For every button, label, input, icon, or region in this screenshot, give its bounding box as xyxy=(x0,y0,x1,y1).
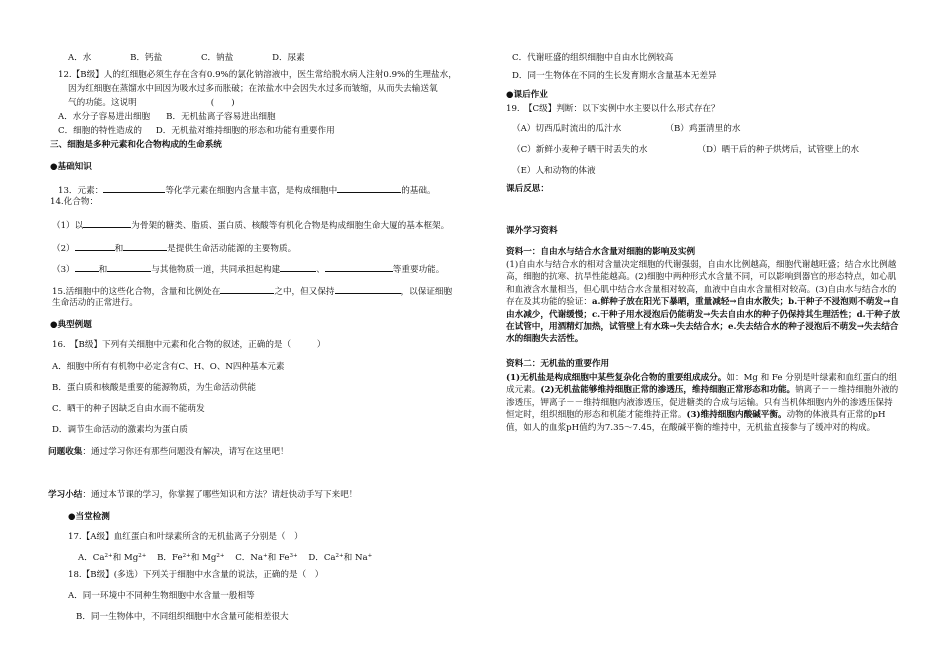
in-class-check-heading: ●当堂检测 xyxy=(68,512,110,522)
q15-line1 xyxy=(52,284,452,298)
q14-2-and: 和 xyxy=(114,244,124,254)
q14-3-blank-4[interactable] xyxy=(325,262,393,272)
material-2-body xyxy=(506,372,900,434)
q12-options-ab xyxy=(58,112,276,123)
material-1-experiments: a.鲜种子放在阳光下暴晒，重量减轻→自由水散失；b.干种子不浸泡则不萌发→自由水减少，代谢缓慢；c.干种子用水浸泡后仍能萌发→失去自由水的种子仍保持其生理活性；d.干种子放在试管中，用酒精灯加热，试管壁上有水珠→失去结合水；e.失去结合水的种子浸泡后不萌发→失去结合水的细胞失去活性。 xyxy=(506,297,900,345)
study-summary xyxy=(48,490,357,501)
q15-text-1: 15.活细胞中的这些化合物，含量和比例处在 xyxy=(52,287,221,297)
q17-stem: 17.【A级】血红蛋白和叶绿素所含的无机盐离子分别是（ ） xyxy=(68,532,303,542)
q19-option-a: （A）切西瓜时流出的瓜汁水 xyxy=(512,124,622,134)
q11-options xyxy=(68,53,305,64)
q17-option-d-1: D．Ca xyxy=(308,553,336,563)
typical-example-heading: ●典型例题 xyxy=(50,320,92,330)
q12-line3 xyxy=(68,98,235,109)
q17-options: A．$Ca^{2+}$和 $Mg^{2+}$ B．$Fe^{2+}$和 $Mg^{2+}$ C．Na+和 $Fe^{3+}$ D．$Ca^{2+}$和 Na+ xyxy=(78,553,373,563)
material-2-point-2: (2)无机盐能够维持细胞正常的渗透压，维持细胞正常形态和功能。 xyxy=(540,385,796,396)
q11-option-a: A．水 xyxy=(68,53,92,63)
q14-3-blank-1[interactable] xyxy=(75,262,99,272)
q19-options-cd xyxy=(512,145,859,156)
q14-1-text: 为骨架的糖类、脂质、蛋白质、核酸等有机化合物是构成细胞生命大厦的基本框架。 xyxy=(131,221,450,231)
q12-option-b: B．无机盐离子容易进出细胞 xyxy=(166,112,276,122)
material-2-point-1: (1)无机盐是构成细胞中某些复杂化合物的重要组成成分。 xyxy=(506,373,727,383)
q12-option-c: C．细胞的特性造成的 xyxy=(58,126,142,136)
material-2-title: 资料二：无机盐的重要作用 xyxy=(506,359,610,369)
q13-blank-1[interactable] xyxy=(103,183,165,193)
q14-3-blank-3[interactable] xyxy=(280,262,316,272)
q14-2-prefix: （2） xyxy=(52,244,75,254)
homework-heading: ●课后作业 xyxy=(506,90,548,100)
q18-option-c: C．代谢旺盛的组织细胞中自由水比例较高 xyxy=(512,53,674,63)
material-2-point-3: (3)维持细胞内酸碱平衡。 xyxy=(686,410,787,421)
q14-1 xyxy=(52,218,449,232)
q19-option-d: （D）晒干后的种子烘烤后，试管壁上的水 xyxy=(697,145,860,155)
q19-option-e: （E）人和动物的体液 xyxy=(512,166,596,176)
q14-3-text: 与其他物质一道，共同承担起构建 xyxy=(151,265,281,275)
q19-option-b: （B）鸡蛋清里的水 xyxy=(665,124,741,134)
problem-collection-text: ：通过学习你还有那些问题没有解决，请写在这里吧！ xyxy=(82,447,289,457)
problem-collection xyxy=(48,447,289,458)
q15-text-2: 之中，但又保持 xyxy=(274,287,335,297)
q11-option-b: B．钙盐 xyxy=(130,53,163,63)
q19-option-c: （C）新鲜小麦种子晒干时丢失的水 xyxy=(512,145,648,155)
material-2-text-3: 动物的体液具有正常的pH值，如人的血浆pH值约为7.35～7.45，在酸碱平衡的维持中，无机盐直接参与了缓冲对的构成。 xyxy=(506,410,886,433)
q15-blank-1[interactable] xyxy=(220,284,274,294)
study-summary-text: ：通过本节课的学习，你掌握了哪些知识和方法？请赶快动手写下来吧！ xyxy=(82,490,358,500)
basic-knowledge-heading: ●基础知识 xyxy=(50,162,92,172)
q12-paren: ( ) xyxy=(210,98,235,108)
q16-option-a: A．细胞中所有有机物中必定含有C、H、O、N四种基本元素 xyxy=(52,362,285,372)
q17-option-a-1: A．Ca xyxy=(78,553,105,563)
q15-blank-2[interactable] xyxy=(335,284,401,294)
q14-2-blank-1[interactable] xyxy=(75,241,115,251)
q14-label: 14.化合物： xyxy=(50,197,99,207)
q13-end: 的基础。 xyxy=(401,186,436,196)
q16-option-c: C．晒干的种子因缺乏自由水而不能萌发 xyxy=(52,404,205,414)
q18-option-d: D．同一生物体在不同的生长发育期水含量基本无差异 xyxy=(512,71,717,81)
q14-3-and: 和 xyxy=(98,265,108,275)
material-2-text-1: 如：Mg 和 Fe 分别是叶绿素和血红蛋白的组成元素。 xyxy=(506,373,897,396)
q17-option-b-1: B．Fe xyxy=(157,553,183,563)
q17-option-d-2: 和 Na xyxy=(343,553,368,563)
q14-1-blank[interactable] xyxy=(83,218,131,228)
q14-3-sep: 、 xyxy=(316,265,325,275)
material-1-text: (1)自由水与结合水的相对含量决定细胞的代谢强弱，自由水比例越高，细胞代谢越旺盛；结合水比例越高，细胞的抗寒、抗旱性能越高。(2)细胞中两种形式水含量不同，可以影响到器官的形态特点，如心肌和血液含水量相当，但心肌中结合水含量相对较高，血液中自由水含量相对较高。(3)自由水与结合水的存在及其功能的验证： xyxy=(506,260,897,308)
study-summary-label: 学习小结 xyxy=(48,490,83,500)
q11-option-c: C．钠盐 xyxy=(200,53,234,63)
q17-option-b-2: 和 Mg xyxy=(190,553,217,563)
q18-stem: 18.【B级】(多选）下列关于细胞中水含量的说法，正确的是（ ） xyxy=(68,570,324,580)
q12-line1: 12.【B级】人的红细胞必须生存在含有0.9%的氯化钠溶液中，医生常给脱水病人注射0.9%的生理盐水， xyxy=(58,70,457,80)
q19-options-ab xyxy=(512,124,740,135)
q18-option-b: B．同一生物体中，不同组织细胞中水含量可能相差很大 xyxy=(76,612,289,622)
q18-option-a: A．同一环境中不同种生物细胞中水含量一般相等 xyxy=(68,591,255,601)
q16-option-b: B．蛋白质和核酸是重要的能源物质，为生命活动供能 xyxy=(52,383,256,393)
q14-3 xyxy=(52,262,444,276)
after-class-reflection: 课后反思： xyxy=(506,184,549,194)
q17-option-c-2: 和 Fe xyxy=(267,553,290,563)
q11-option-d: D．尿素 xyxy=(272,53,305,63)
q14-2-blank-2[interactable] xyxy=(123,241,167,251)
q12-option-d: D．无机盐对维持细胞的形态和功能有重要作用 xyxy=(155,126,335,136)
q17-option-c-1: C．Na xyxy=(235,553,263,563)
q16-option-d: D．调节生命活动的激素均为蛋白质 xyxy=(52,425,188,435)
material-1-body xyxy=(506,259,900,346)
extra-material-title: 课外学习资料 xyxy=(506,226,558,236)
q15-line2: 生命活动的正常进行。 xyxy=(52,298,138,308)
q12-line2: 因为红细胞在蒸馏水中回因为吸水过多而胀破；在浓盐水中会因失水过多而皱缩，从而失去输送氧 xyxy=(68,84,438,94)
q16-stem: 16. 【B级】下列有关细胞中元素和化合物的叙述，正确的是（ ） xyxy=(52,340,326,350)
q14-2 xyxy=(52,241,296,255)
q12-option-a: A．水分子容易进出细胞 xyxy=(58,112,151,122)
q13-label: 13．元素： xyxy=(58,186,104,196)
q14-3-end: 等重要功能。 xyxy=(392,265,445,275)
q15-text-3: ，以保证细胞 xyxy=(400,287,453,297)
material-2-text-2: 钠离子－－维持细胞外液的渗透压，钾离子－－维持细胞内液渗透压，促进糖类的合成与运输。只有当机体细胞内外的渗透压保持恒定时，组织细胞的形态和机能才能维持正常。 xyxy=(506,385,899,421)
q14-3-blank-2[interactable] xyxy=(107,262,151,272)
section-3-heading: 三、细胞是多种元素和化合物构成的生命系统 xyxy=(50,140,222,150)
q13-blank-2[interactable] xyxy=(337,183,401,193)
q17-option-a-2: 和 Mg xyxy=(112,553,139,563)
q14-3-prefix: （3） xyxy=(52,265,75,275)
q13-text: 等化学元素在细胞内含量丰富，是构成细胞中 xyxy=(165,186,338,196)
q14-1-prefix: （1）以 xyxy=(52,221,84,231)
q14-2-text: 是提供生命活动能源的主要物质。 xyxy=(167,244,297,254)
material-1-title: 资料一：自由水与结合水含量对细胞的影响及实例 xyxy=(506,247,696,257)
q12-text: 气的功能。这说明 xyxy=(68,98,137,108)
q12-options-cd xyxy=(58,126,335,137)
problem-collection-label: 问题收集 xyxy=(48,447,83,457)
q19-stem: 19. 【C级】判断：以下实例中水主要以什么形式存在？ xyxy=(506,104,720,114)
q13 xyxy=(58,183,436,197)
